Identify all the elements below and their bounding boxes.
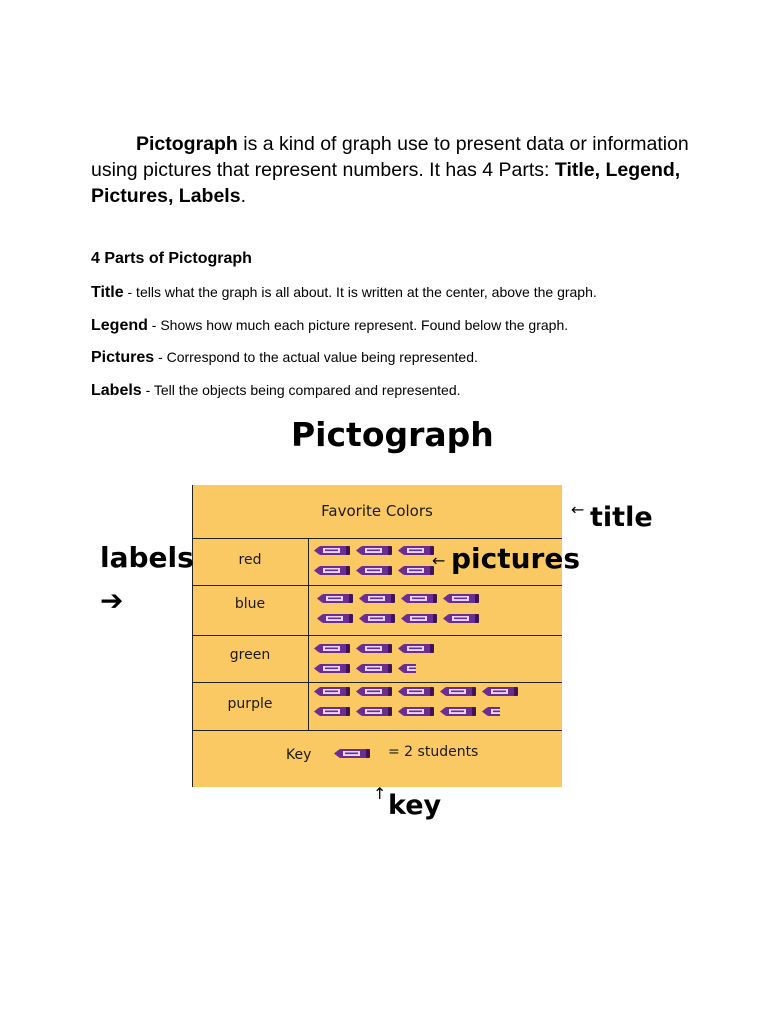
part-legend — [91, 317, 568, 335]
part-desc: - Shows how much each picture represent. Found below the graph. — [147, 317, 569, 333]
annotation-pictures: pictures — [451, 542, 581, 575]
crayon-icon — [356, 663, 392, 674]
crayon-icon — [356, 686, 392, 697]
part-term: Pictures — [91, 349, 155, 366]
crayon-icon — [314, 686, 350, 697]
chart-title: Favorite Colors — [321, 502, 433, 520]
row-divider — [192, 682, 562, 683]
figure-heading: Pictograph — [291, 415, 494, 454]
left-arrow-icon: ← — [432, 551, 446, 570]
intro-text: is a kind of graph use to present data or information using pictures that represent numbers. It has 4 Parts: — [91, 133, 689, 181]
crayon-icon — [401, 613, 437, 624]
row-divider — [192, 538, 562, 539]
crayon-icon — [443, 613, 479, 624]
key-text: = 2 students — [388, 744, 479, 760]
crayon-icon — [359, 613, 395, 624]
left-arrow-icon: ← — [571, 500, 585, 519]
intro-period: . — [240, 185, 246, 207]
crayon-icon — [440, 686, 476, 697]
part-desc: - Tell the objects being compared and represented. — [141, 382, 461, 398]
crayon-icon — [398, 706, 434, 717]
part-term: Legend — [91, 317, 148, 334]
annotation-key: key — [388, 790, 442, 821]
crayon-icon — [359, 593, 395, 604]
part-desc: - Correspond to the actual value being represented. — [154, 349, 478, 365]
crayon-icon — [334, 748, 370, 759]
row-label-green: green — [229, 647, 271, 663]
part-pictures — [91, 349, 478, 367]
crayon-icon — [356, 643, 392, 654]
annotation-labels: labels — [100, 541, 194, 574]
part-term: Labels — [91, 382, 142, 399]
partial-crayon-icon — [398, 663, 416, 674]
crayon-icon — [314, 565, 350, 576]
up-arrow-icon: ↑ — [373, 784, 387, 803]
part-desc: - tells what the graph is all about. It is written at the center, above the graph. — [123, 284, 597, 300]
key-label: Key — [286, 747, 312, 763]
part-title — [91, 284, 597, 302]
crayon-icon — [482, 686, 518, 697]
pictograph-chart — [192, 485, 562, 787]
part-term: Title — [91, 284, 124, 301]
row-divider — [192, 730, 562, 731]
right-arrow-icon: ➔ — [100, 584, 124, 617]
crayon-icon — [356, 565, 392, 576]
crayon-icon — [398, 686, 434, 697]
row-label-blue: blue — [234, 596, 266, 612]
row-divider — [192, 635, 562, 636]
partial-crayon-icon — [482, 706, 500, 717]
crayon-icon — [398, 545, 434, 556]
crayon-icon — [356, 706, 392, 717]
column-divider — [308, 538, 309, 730]
crayon-icon — [401, 593, 437, 604]
crayon-icon — [314, 545, 350, 556]
crayon-icon — [440, 706, 476, 717]
crayon-icon — [443, 593, 479, 604]
crayon-icon — [314, 643, 350, 654]
crayon-icon — [317, 613, 353, 624]
annotation-title: title — [590, 502, 653, 533]
intro-parts-list: Title, Legend, Pictures, Labels — [91, 159, 681, 207]
crayon-icon — [398, 565, 434, 576]
part-labels — [91, 382, 461, 400]
intro-term: Pictograph — [136, 133, 238, 155]
crayon-icon — [314, 663, 350, 674]
row-label-red: red — [238, 552, 262, 568]
row-label-purple: purple — [227, 696, 273, 712]
crayon-icon — [356, 545, 392, 556]
row-divider — [192, 585, 562, 586]
crayon-icon — [317, 593, 353, 604]
intro-paragraph — [91, 131, 691, 209]
crayon-icon — [314, 706, 350, 717]
crayon-icon — [398, 643, 434, 654]
section-heading: 4 Parts of Pictograph — [91, 250, 252, 267]
